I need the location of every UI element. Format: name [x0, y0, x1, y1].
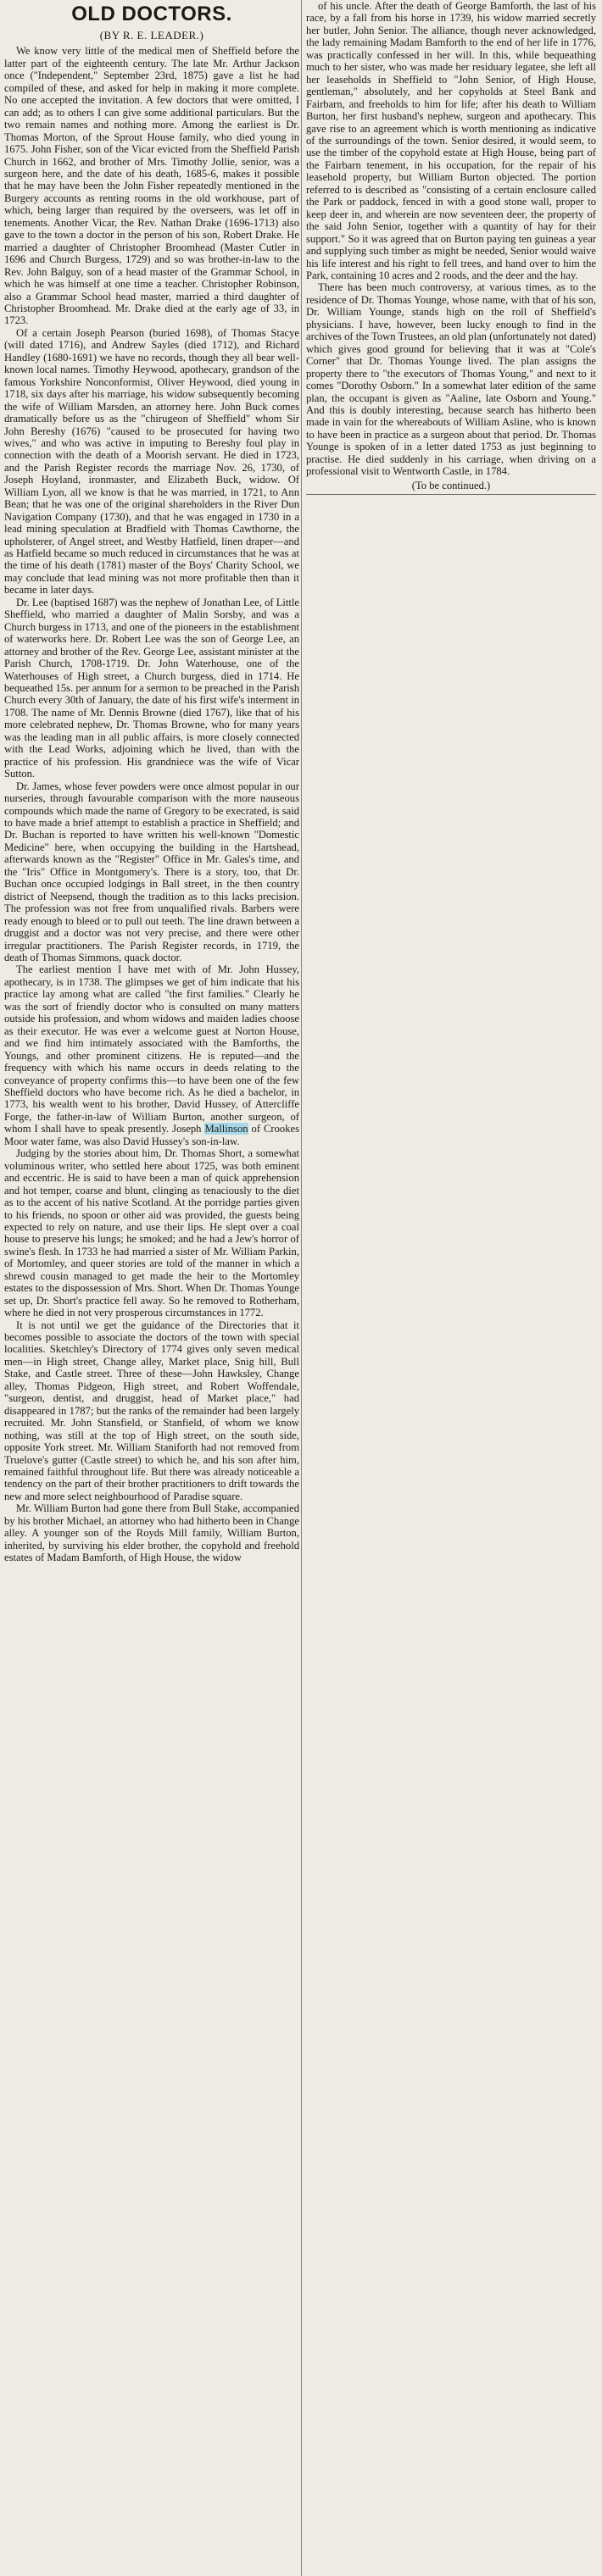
paragraph: It is not until we get the guidance of the Directories that it becomes possible to associate the doctors of the town with special localities. Sketchley's Directory of 1774 gives only seven medical men—in High street, Change alley, Market place, Snig hill, Bull Stake, and Castle street. Three of these—John Hawksley, Change alley, Thomas Pidgeon, High street, and Robert Woffendale, "surgeon, dentist, and druggist, head of Market place," had disappeared in 1787; but the ranks of the remainder had been largely recruited. Mr. John Stansfield, or Stanfield, of whom we know nothing, was still at the top of High street, on the south side, opposite York street. Mr. William Staniforth had not removed from Truelove's gutter (Castle street) to which he, and his son after him, remained faithful throughout life. But there was already noticeable a tendency on the part of their brother practitioners to drift towards the new and more select neighbourhood of Paradise square.	[4, 1319, 299, 1502]
paragraph: The earliest mention I have met with of Mr. John Hussey, apothecary, is in 1738. The glimpses we get of him indicate that his practice lay among what are called "the first families." Clearly he was the sort of friendly doctor who is consulted on many matters outside his profession, and whom widows and maiden ladies choose as their executor. He was ever a welcome guest at Norton House, and we find him intimately associated with the Bamforths, the Youngs, and other prominent citizens. He is reputed—and the frequency with which his name occurs in deeds relating to the conveyance of property confirms this—to have been one of the few Sheffield doctors who have become rich. As he died a bachelor, in 1773, his wealth went to his brother, David Hussey, of Attercliffe Forge, the father-in-law of William Burton, another surgeon, of whom I shall have to speak presently. Joseph Mallinson of Crookes Moor water fame, was also David Hussey's son-in-law.	[4, 963, 300, 1147]
paragraph: of his uncle. After the death of George Bamforth, the last of his race, by a fall from his horse in 1739, his widow married secretly her butler, John Senior. The alliance, though never acknowledged, the lady remaining Madam Bamforth to the end of her life in 1776, was practically confessed in her will. In this, while bequeathing much to her sister, who was made her residuary legatee, she left all her leaseholds in Sheffield to "John Senior, of High House, gentleman," absolutely, and her copyholds at Steel Bank and Fairbarn, and freeholds to him for life; after his death to William Burton, her first husband's nephew, surgeon and apothecary. This gave rise to an agreement which is worth mentioning as indicative of the surroundings of the town. Senior desired, it would seem, to use the timber of the copyhold estate at High House, being part of the Fairbarn tenement, in his occupation, for the repair of his leasehold property, but William Burton objected. The portion referred to is described as "consisting of a certain enclosure called the Park or paddock, fenced in with a good stone wall, proper to keep deer in, and wherein are now seventeen deer, the property of the said John Senior, together with a quantity of hay for their support." So it was agreed that on Burton paying ten guineas a year and supplying such timber as might be needed, Senior would waive his life interest and his right to fell trees, and hand over to him the Park, containing 10 acres and 2 roods, and the deer and the hay.	[306, 0, 596, 281]
paragraph: There has been much controversy, at various times, as to the residence of Dr. Thomas Younge, whose name, with that of his son, Dr. William Younge, stands high on the roll of Sheffield's physicians. I have, however, been lucky enough to find in the archives of the Town Trustees, an old plan (unfortunately not dated) which gives good ground for believing that it was at "Cole's Corner" that Dr. Thomas Younge lived. The plan assigns the property there to "the executors of Thomas Young," and next to it comes "Dorothy Osborn." In a somewhat later edition of the same plan, the occupant is given as "Aaline, late Osborn and Young." And this is doubly interesting, because search has hitherto been made in vain for the whereabouts of William Asline, who is known to have been in practice as a surgeon about that period. Dr. Thomas Younge is spoken of in a letter dated 1753 as just beginning to practise. He died suddenly in his carriage, when driving on a professional visit to Wentworth Castle, in 1784.	[306, 281, 596, 478]
article-title: OLD DOCTORS.	[71, 3, 232, 25]
paragraph: We know very little of the medical men of Sheffield before the latter part of the eighteenth century. The late Mr. Arthur Jackson once ("Independent," September 23rd, 1875) gave a list he had compiled of these, and asked for help in making it more complete. No one accepted the invitation. A few doctors that were omitted, I can add; as to others I can give some additional particulars. But the two remain names and nothing more. Among the earliest is Dr. Thomas Morton, of the Sprout House family, who died young in 1675. John Fisher, son of the Vicar evicted from the Sheffield Parish Church in 1662, and brother of Mrs. Timothy Jollie, senior, was a surgeon here, and the date of his death, 1685-6, makes it possible that he may have been the John Fisher repeatedly mentioned in the Burgery accounts as renting rooms in the old workhouse, part of which, being larger than required by the overseers, was let off in tenements. Another Vicar, the Rev. Nathan Drake (1696-1713) also gave to the town a doctor in the person of his son, Robert Drake. He married a daughter of Christopher Broomhead (Master Cutler in 1696 and Church Burgess, 1729) and so was brother-in-law to the Rev. John Balguy, son of a head master of the Grammar School, in which he was himself at one time a teacher. Christopher Robinson, also a Grammar School head master, married a third daughter of Christopher Broomhead. Mr. Drake died at the early age of 33, in 1723.	[4, 45, 299, 327]
highlighted-name: Mallinson	[204, 1123, 248, 1135]
paragraph: Judging by the stories about him, Dr. Thomas Short, a somewhat voluminous writer, who settled here about 1725, was both eminent and eccentric. He is said to have been a man of quick apprehension and hot temper, coarse and blunt, clinging as tenaciously to the diet as to the accent of his native Scotland. At the porridge parties given to his friends, no spoon or other aid was provided, the guests being expected to rely on nature, and use their lips. He slept over a coal house to preserve his lungs; he smoked; and he had a Jew's horror of swine's flesh. In 1733 he had married a sister of Mr. William Parkin, of Mortomley, and queer stories are told of the manner in which a shrewd cousin managed to get made the heir to the Mortomley estates to the dispossession of Mrs. Short. When Dr. Thomas Younge set up, Dr. Short's practice fell away. So he removed to Rotherham, where he died in not very prosperous circumstances in 1772.	[4, 1147, 299, 1319]
paragraph: Mr. William Burton had gone there from Bull Stake, accompanied by his brother Michael, an attorney who had hitherto been in Change alley. A younger son of the Royds Mill family, William Burton, inherited, by surviving his elder brother, the copyhold and freehold estates of Madam Bamforth, of High House, the widow	[4, 1502, 299, 1564]
column-divider	[301, 0, 302, 2576]
paragraph: Dr. Lee (baptised 1687) was the nephew of Jonathan Lee, of Little Sheffield, who married a daughter of Malin Sorsby, and was a Church burgess in 1713, and one of the pioneers in the establishment of waterworks here. Dr. Robert Lee was the son of George Lee, an attorney and brother of the Rev. George Lee, assistant minister at the Parish Church, 1708-1719. Dr. John Waterhouse, one of the Waterhouses of High street, a Church burgess, died in 1714. He bequeathed 15s. per annum for a sermon to be preached in the Parish Church every 30th of January, the date of his first wife's interment in 1708. The name of Mr. Dennis Browne (died 1767), like that of his more celebrated nephew, Dr. Thomas Browne, who for many years was the leading man in all public affairs, is more closely connected with the Lead Works, adjoining which he lived, than with the practice of his profession. His grandniece was the wife of Vicar Sutton.	[4, 596, 299, 780]
article-byline: (BY R. E. LEADER.)	[99, 29, 204, 42]
continued-note: (To be continued.)	[411, 479, 491, 491]
right-column	[306, 0, 596, 495]
left-column-body	[4, 45, 299, 1563]
left-column	[4, 0, 299, 1564]
end-rule	[306, 494, 596, 495]
paragraph: Dr. James, whose fever powders were once almost popular in our nurseries, through favourable comparison with the more nauseous compounds which made the name of Gregory to be execrated, is said to have made a brief attempt to establish a practice in Sheffield; and Dr. Buchan is reported to have written his well-known "Domestic Medicine" here, when occupying the building in the Hartshead, afterwards known as the "Register" Office in Mr. Gales's time, and the "Iris" Office in Montgomery's. There is a story, too, that Dr. Buchan once occupied lodgings in Ball street, in the then country district of Neepsend, though the tradition as to this lacks precision. The profession was not free from unqualified rivals. Barbers were ready enough to bleed or to pull out teeth. The line drawn between a druggist and a doctor was not very precise, and there were other irregular practitioners. The Parish Register records, in 1719, the death of Thomas Simmons, quack doctor.	[4, 780, 299, 963]
paragraph: Of a certain Joseph Pearson (buried 1698), of Thomas Stacye (will dated 1716), and Andrew Sayles (died 1712), and Richard Handley (1680-1691) we have no records, though they all bear well-known local names. Timothy Heywood, apothecary, grandson of the famous Yorkshire Nonconformist, Oliver Heywood, died young in 1718, six days after his marriage, his widow subsequently becoming the wife of William Marsden, an attorney here. John Buck comes dramatically before us as the "chirugeon of Sheffield" whom Sir John Bereshy (1676) "caused to be prosecuted for having two wives," and who was active in imputing to Bereshy foul play in connection with the death of a Moorish servant. He died in 1723, and the Parish Register records the marriage Nov. 26, 1730, of Joseph Hoyland, ironmaster, and Elizabeth Buck, widow. Of William Lyon, all we know is that he was married, in 1721, to Ann Bean; that he was one of the original shareholders in the River Dun Navigation Company (1730), and that he was engaged in 1730 in a lead mining speculation at Bradfield with Thomas Cawthorne, the upholsterer, of Angel street, and Westby Hatfield, linen draper—and as Hatfield became so much reduced in circumstances that he was at the time of his death (1781) master of the Boys' Charity School, we may conclude that lead mining was not more profitable then than it became in later days.	[4, 326, 299, 597]
right-column-body	[306, 0, 596, 478]
